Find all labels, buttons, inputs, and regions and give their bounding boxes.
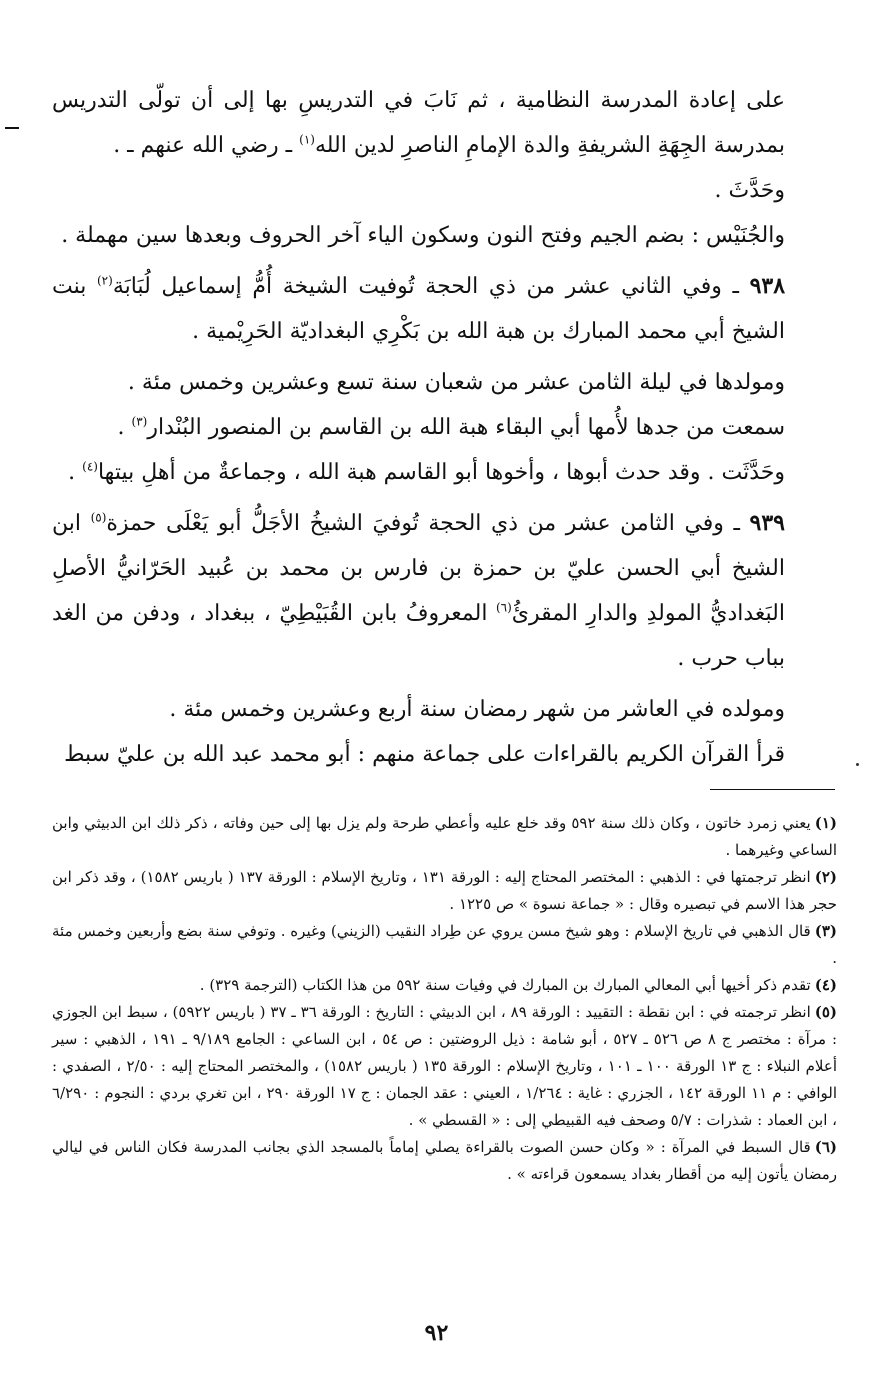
footnote-number: (٤) (814, 976, 837, 994)
footnote (52, 918, 837, 972)
margin-mark (5, 127, 19, 129)
footnote-ref[interactable]: (١) (299, 132, 315, 147)
paragraph: ومولده في العاشر من شهر رمضان سنة أربع وعشرين وخمس مئة . (169, 697, 785, 722)
paragraph: قرأ القرآن الكريم بالقراءات على جماعة منهم : أبو محمد عبد الله بن عليّ سبط (64, 742, 785, 767)
footnote-text: انظر ترجمته في : ابن نقطة : التقييد : الورقة ٨٩ ، ابن الدبيثي : التاريخ : الورقة ٣٦ ـ ٣٧ ( باريس ٥٩٢٢) ، سبط ابن الجوزي : مرآة : مختصر ج ٨ ص ٥٢٦ ـ ٥٢٧ ، أبو شامة : ذيل الروضتين : ص ٥٤ ، ابن الساعي : الجامع ٩/١٨٩ ـ ١٩١ ، الذهبي : سير أعلام النبلاء : ج ١٣ الورقة ١٠٠ ـ ١٠١ ، وتاريخ الإسلام : الورقة ١٣٥ ( باريس ١٥٨٢) ، والمختصر المحتاج إليه : ٢/٥٠ ، الصفدي : الوافي : م ١١ الورقة ١٤٢ ، الجزري : غاية : ١/٢٦٤ ، العيني : عقد الجمان : ج ١٧ الورقة ٢٩٠ ، ابن تغري بردي : النجوم : ٦/٢٩٠ ، ابن العماد : شذرات : ٥/٧ وصحف فيه القبيطي إلى : « القسطي » . (52, 1003, 838, 1129)
footnote-ref[interactable]: (٦) (495, 600, 512, 615)
footnote-number: (١) (814, 814, 837, 832)
paragraph: ومولدها في ليلة الثامن عشر من شعبان سنة تسع وعشرين وخمس مئة . (127, 370, 785, 395)
page-number: ٩٢ (424, 1320, 449, 1346)
footnote-text: قال السبط في المرآة : « وكان حسن الصوت بالقراءة يصلي إماماً بالمسجد الذي بجانب المدرسة فكان الناس في ليالي رمضان يأتون إليه من أقطار بغداد يسمعون قراءته » . (52, 1138, 837, 1183)
footnote (52, 864, 837, 918)
footnote-text: قال الذهبي في تاريخ الإسلام : وهو شيخ مسن يروي عن طِراد النقيب (الزيني) وغيره . وتوفي سنة بضع وأربعين وخمس مئة . (52, 922, 837, 967)
footnote-ref[interactable]: (٤) (82, 459, 98, 474)
footnote-ref[interactable]: (٢) (96, 273, 113, 288)
footnote-separator (710, 789, 835, 790)
entry-paragraph: ٩٣٨ ـ وفي الثاني عشر من ذي الحجة تُوفيت الشيخة أُمُّ إسماعيل لُبَابَة$^{(٢)}$ بنت الشيخ أبي محمد المبارك بن هبة الله بن بَكْرِي البغداديّة الحَرِيْمية . (52, 273, 786, 344)
footnote-text: يعني زمرد خاتون ، وكان ذلك سنة ٥٩٢ وقد خلع عليه وأعطي طرحة ولم يزل بها إلى حين وفاته ، ذكر ذلك ابن الدبيثي وابن الساعي وغيرهما . (52, 814, 837, 859)
paragraph: وحَدَّثَت . وقد حدث أبوها ، وأخوها أبو القاسم هبة الله ، وجماعةٌ من أهلِ بيتها$^{(٤)}$ . (68, 459, 785, 485)
entry-paragraph: ٩٣٩ ـ وفي الثامن عشر من ذي الحجة تُوفيَ الشيخُ الأجَلُّ أبو يَعْلَى حمزة$^{(٥)}$ ابن الشيخ أبي الحسن عليّ بن حمزة بن فارس بن محمد بن عُبيد الحَرّانيُّ الأصلِ البَغداديُّ المولدِ والدارِ المقرئُ$^{(٦)}$ المعروفُ بابن القُبَيْطِيّ ، ببغداد ، ودفن من الغد بباب حرب . (52, 510, 785, 671)
margin-dot (856, 763, 859, 766)
footnote (52, 810, 837, 864)
paragraph: سمعت من جدها لأُمها أبي البقاء هبة الله بن القاسم بن المنصور البُنْدار$^{(٣)}$ . (117, 414, 785, 440)
main-text (52, 78, 785, 777)
footnote (52, 972, 837, 999)
entry-number: ٩٣٩ (749, 510, 785, 536)
paragraph: والجُنَيْس : بضم الجيم وفتح النون وسكون الياء آخر الحروف وبعدها سين مهملة . (61, 223, 785, 248)
paragraph: على إعادة المدرسة النظامية ، ثم نَابَ في التدريسِ بها إلى أن تولّى التدريس بمدرسة الجِهَةِ الشريفةِ والدة الإمامِ الناصرِ لدين الله$^{(١)}$ ـ رضي الله عنهم ـ . (52, 88, 785, 158)
footnote-number: (٦) (814, 1138, 837, 1156)
footnote-number: (٥) (814, 1003, 838, 1021)
footnote (52, 999, 837, 1134)
footnote-ref[interactable]: (٥) (90, 510, 107, 525)
footnote-text: تقدم ذكر أخيها أبي المعالي المبارك بن المبارك في وفيات سنة ٥٩٢ من هذا الكتاب (الترجمة ٣٢٩) . (199, 976, 811, 994)
footnote (52, 1134, 837, 1188)
footnotes (52, 810, 837, 1188)
footnote-number: (٢) (814, 868, 837, 886)
footnote-number: (٣) (814, 922, 837, 940)
entry-number: ٩٣٨ (749, 273, 786, 299)
paragraph: وحَدَّثَ . (714, 178, 785, 203)
footnote-ref[interactable]: (٣) (131, 414, 148, 429)
footnote-text: انظر ترجمتها في : الذهبي : المختصر المحتاج إليه : الورقة ١٣١ ، وتاريخ الإسلام : الورقة ١٣٧ ( باريس ١٥٨٢) ، وقد ذكر ابن حجر هذا الاسم في تبصيره وقال : « جماعة نسوة » ص ١٢٢٥ . (52, 868, 837, 913)
